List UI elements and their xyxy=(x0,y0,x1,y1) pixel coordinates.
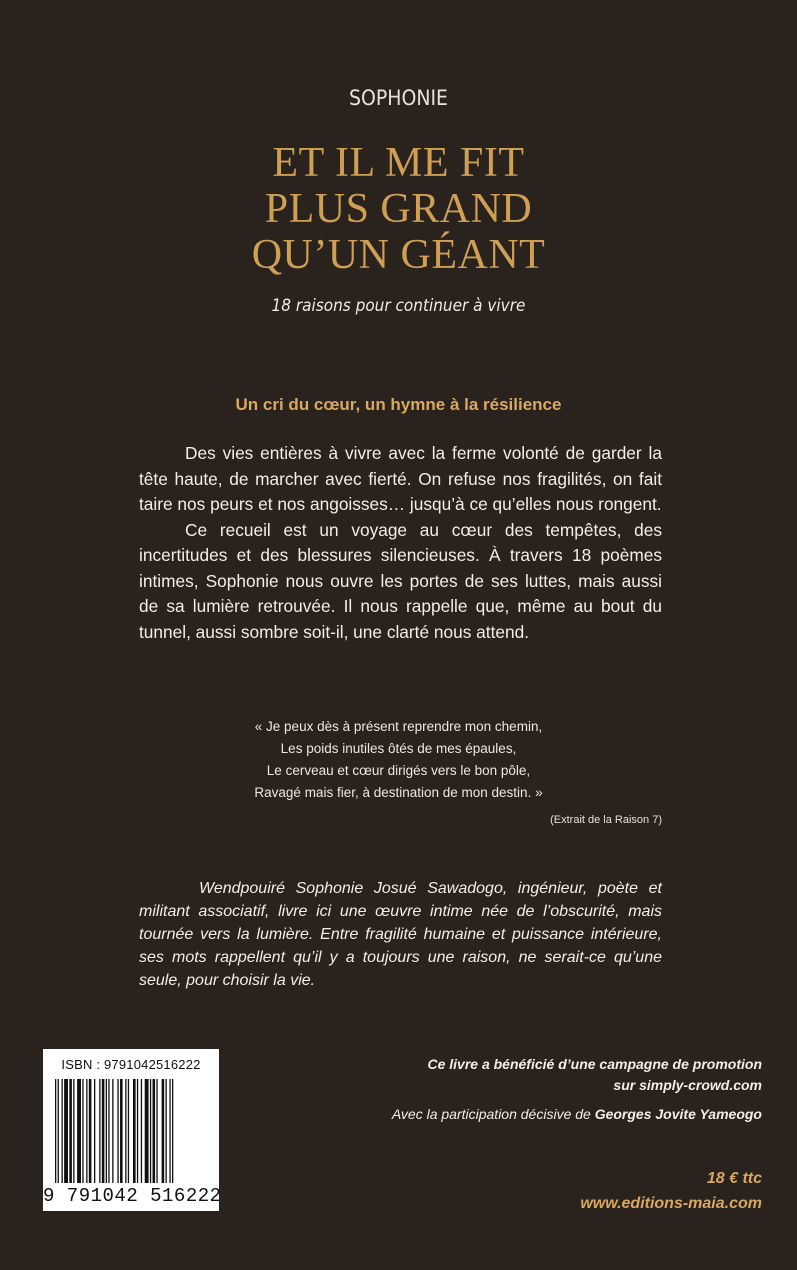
barcode-bar xyxy=(125,1079,126,1183)
quote-line-2: Les poids inutiles ôtés de mes épaules, xyxy=(280,741,517,756)
blurb-paragraph-2: Ce recueil est un voyage au cœur des tempêtes, des incertitudes et des blessures silencieuses. À travers 18 poèmes intimes, Sophonie nous ouvre les portes de ses luttes, mais aussi de sa lumière retrouvée. Il nous rappelle que, même au bout du tunnel, aussi sombre soit-il, une clarté nous attend. xyxy=(139,519,662,642)
barcode-bar xyxy=(69,1079,72,1183)
isbn-label: ISBN : 9791042516222 xyxy=(61,1057,201,1072)
title-line-3: QU’UN GÉANT xyxy=(251,232,546,278)
barcode-bar xyxy=(77,1079,81,1183)
price: 18 € ttc xyxy=(706,1170,762,1187)
quote-line-1: « Je peux dès à présent reprendre mon chemin, xyxy=(254,719,543,734)
barcode-bar xyxy=(86,1079,87,1183)
promo-notice xyxy=(427,1054,762,1096)
barcode-bar xyxy=(166,1079,167,1183)
barcode-bar xyxy=(162,1079,165,1183)
blurb xyxy=(139,441,662,645)
barcode-box xyxy=(43,1049,222,1211)
barcode-bar xyxy=(128,1079,129,1183)
promo-line-1: Ce livre a bénéficié d’une campagne de promotion xyxy=(427,1056,762,1072)
partner-credit xyxy=(392,1106,762,1122)
book-title xyxy=(0,140,797,278)
bio-paragraph: Wendpouiré Sophonie Josué Sawadogo, ingénieur, poète et militant associatif, livre ici une œuvre intime née de l’obscurité, mais tournée vers la lumière. Entre fragilité humaine et puissance intérieure, ses mots rappellent qu’il y a toujours une raison, ne serait-ce qu’une seule, pour choisir la vie. xyxy=(139,880,662,989)
blurb-paragraph-1: Des vies entières à vivre avec la ferme volonté de garder la tête haute, de marcher avec fierté. On refuse nos fragilités, on fait taire nos peurs et nos angoisses… jusqu’à ce qu’elles nous rongent. xyxy=(139,443,662,514)
author-name: SOPHONIE xyxy=(349,86,448,110)
barcode-bar xyxy=(99,1079,100,1183)
quote-line-4: Ravagé mais fier, à destination de mon destin. » xyxy=(254,785,543,800)
barcode-bar xyxy=(133,1079,136,1183)
barcode-bar xyxy=(102,1079,105,1183)
partner-name: Georges Jovite Yameogo xyxy=(594,1106,762,1122)
barcode-bar xyxy=(169,1079,170,1183)
partner-prefix: Avec la participation décisive de xyxy=(391,1106,591,1122)
poem-quote xyxy=(0,716,797,804)
barcode-icon xyxy=(55,1079,207,1183)
barcode-bar xyxy=(73,1079,74,1183)
tagline: Un cri du cœur, un hymne à la résilience xyxy=(235,395,562,414)
barcode-bar xyxy=(94,1079,95,1183)
barcode-bar xyxy=(156,1079,157,1183)
barcode-bar xyxy=(58,1079,59,1183)
quote-line-3: Le cerveau et cœur dirigés vers le bon pôle, xyxy=(266,763,531,778)
barcode-bar xyxy=(141,1079,142,1183)
promo-line-2: sur simply-crowd.com xyxy=(613,1077,762,1093)
quote-source: (Extrait de la Raison 7) xyxy=(550,814,662,826)
barcode-bar xyxy=(112,1079,113,1183)
barcode-bar xyxy=(108,1079,109,1183)
barcode-bar xyxy=(106,1079,107,1183)
barcode-digits: 9 791042 516222 xyxy=(43,1185,222,1207)
barcode-bar xyxy=(153,1079,156,1183)
title-line-2: PLUS GRAND xyxy=(264,186,533,232)
barcode-bar xyxy=(64,1079,68,1183)
title-line-1: ET IL ME FIT xyxy=(272,140,525,186)
author-bio xyxy=(139,877,662,992)
barcode-bar xyxy=(120,1079,123,1183)
barcode-bar xyxy=(89,1079,92,1183)
barcode-bar xyxy=(150,1079,151,1183)
barcode-bar xyxy=(137,1079,138,1183)
book-subtitle: 18 raisons pour continuer à vivre xyxy=(271,296,526,316)
barcode-bar xyxy=(172,1079,173,1183)
barcode-bar xyxy=(117,1079,118,1183)
barcode-bar xyxy=(145,1079,149,1183)
barcode-bar xyxy=(82,1079,83,1183)
barcode-bar xyxy=(55,1079,56,1183)
barcode-bar xyxy=(62,1079,63,1183)
publisher-website: www.editions-maia.com xyxy=(580,1195,762,1212)
